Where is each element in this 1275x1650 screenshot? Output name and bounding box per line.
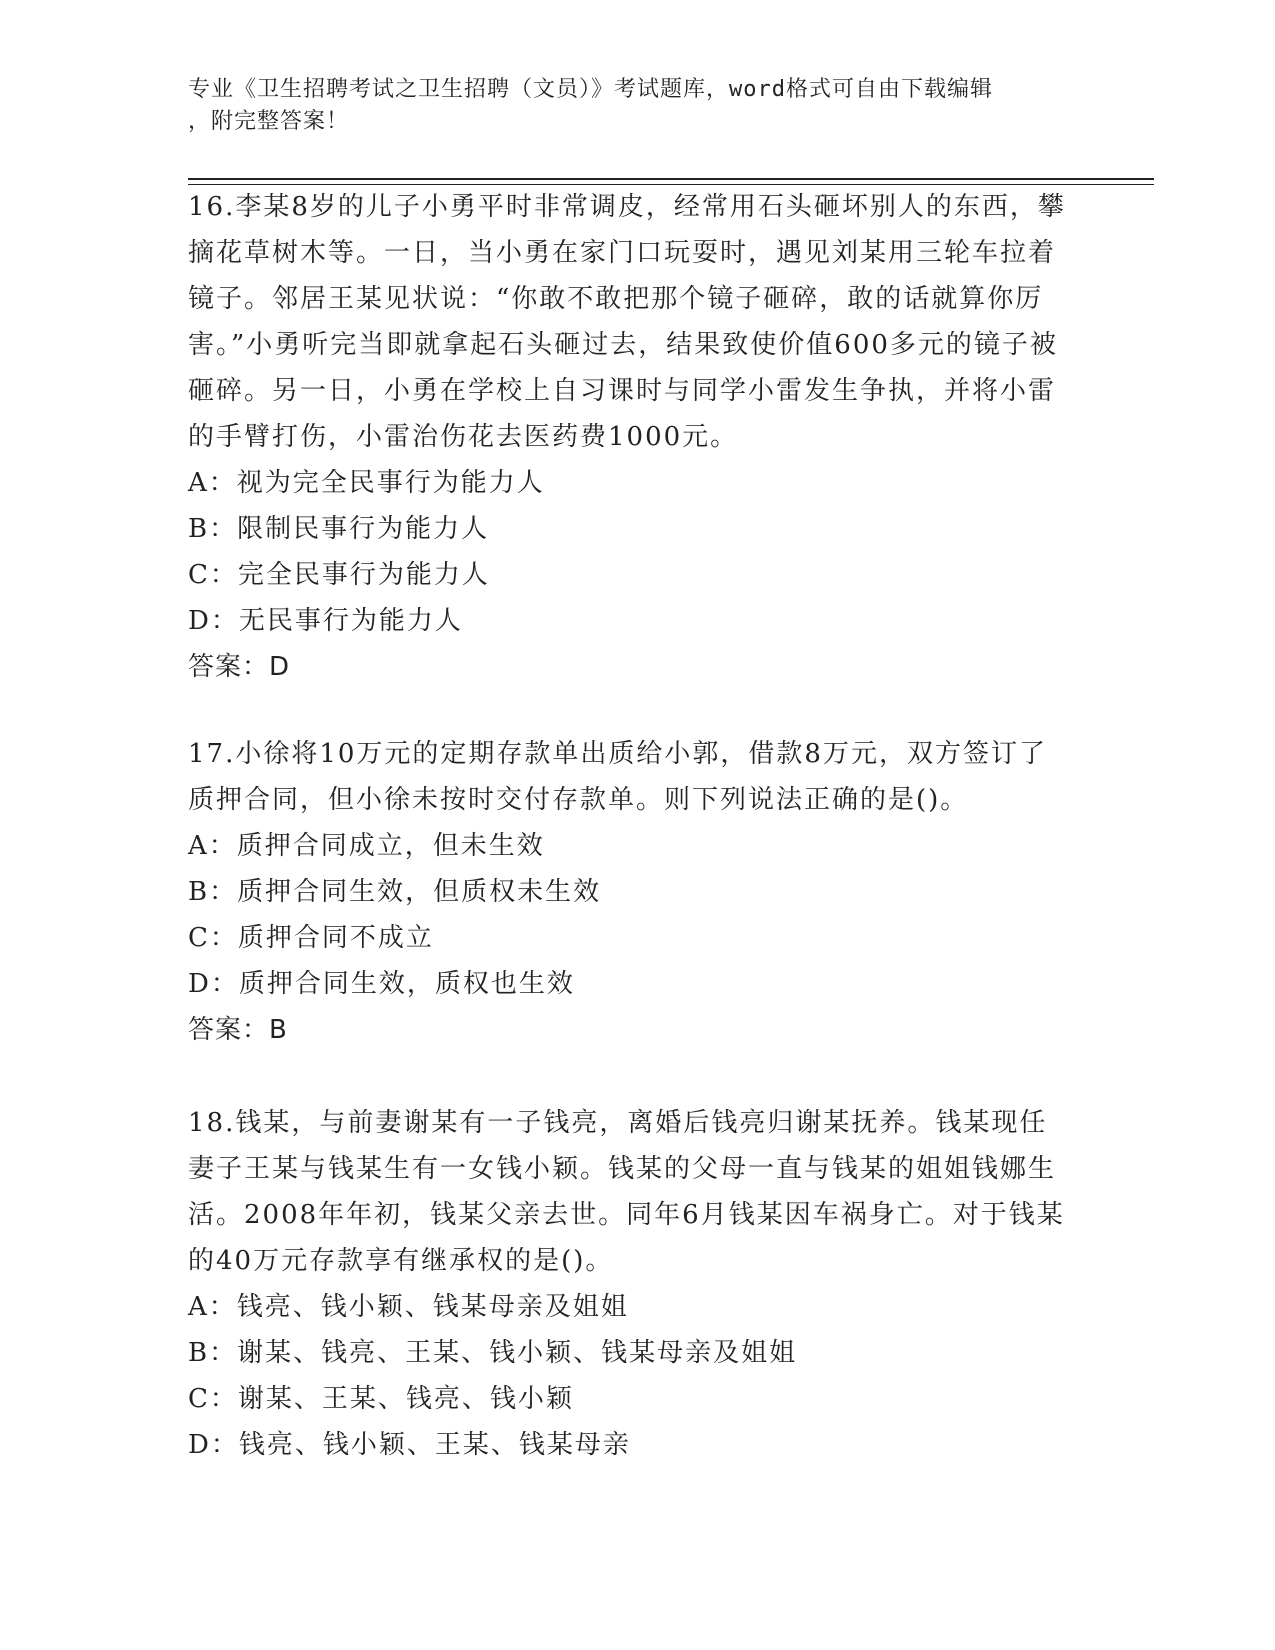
question-16 <box>188 184 1068 690</box>
question-18 <box>188 1100 1068 1468</box>
question-stem: 18.钱某，与前妻谢某有一子钱亮，离婚后钱亮归谢某抚养。钱某现任妻子王某与钱某生有一女钱小颖。钱某的父母一直与钱某的姐姐钱娜生活。2008年年初，钱某父亲去世。同年6月钱某因车祸身亡。对于钱某的40万元存款享有继承权的是()。 <box>188 1108 1065 1276</box>
option-a: A：钱亮、钱小颖、钱某母亲及姐姐 <box>188 1292 629 1322</box>
option-c: C：质押合同不成立 <box>188 923 434 953</box>
question-stem: 16.李某8岁的儿子小勇平时非常调皮，经常用石头砸坏别人的东西，攀摘花草树木等。一日，当小勇在家门口玩耍时，遇见刘某用三轮车拉着镜子。邻居王某见状说：“你敢不敢把那个镜子砸碎，敢的话就算你厉害。”小勇听完当即就拿起石头砸过去，结果致使价值600多元的镜子被砸碎。另一日，小勇在学校上自习课时与同学小雷发生争执，并将小雷的手臂打伤，小雷治伤花去医药费1000元。 <box>188 192 1066 452</box>
answer-label: 答案：B <box>188 1015 288 1045</box>
option-c: C：谢某、王某、钱亮、钱小颖 <box>188 1384 574 1414</box>
option-b: B：质押合同生效，但质权未生效 <box>188 877 602 907</box>
question-17 <box>188 731 1068 1053</box>
option-b: B：限制民事行为能力人 <box>188 514 490 544</box>
option-a: A：视为完全民事行为能力人 <box>188 468 545 498</box>
option-b: B：谢某、钱亮、王某、钱小颖、钱某母亲及姐姐 <box>188 1338 798 1368</box>
header-line-2: ，附完整答案！ <box>188 109 350 134</box>
header-divider-thick <box>188 178 1154 180</box>
option-c: C：完全民事行为能力人 <box>188 560 490 590</box>
question-stem: 17.小徐将10万元的定期存款单出质给小郭，借款8万元，双方签订了质押合同，但小徐未按时交付存款单。则下列说法正确的是()。 <box>188 739 1047 815</box>
option-d: D：质押合同生效，质权也生效 <box>188 969 575 999</box>
option-d: D：钱亮、钱小颖、王某、钱某母亲 <box>188 1430 631 1460</box>
header-line-1: 专业《卫生招聘考试之卫生招聘（文员）》考试题库，word格式可自由下载编辑 <box>188 77 993 102</box>
document-header <box>188 74 1068 138</box>
option-d: D：无民事行为能力人 <box>188 606 463 636</box>
option-a: A：质押合同成立，但未生效 <box>188 831 545 861</box>
answer-label: 答案：D <box>188 652 291 682</box>
